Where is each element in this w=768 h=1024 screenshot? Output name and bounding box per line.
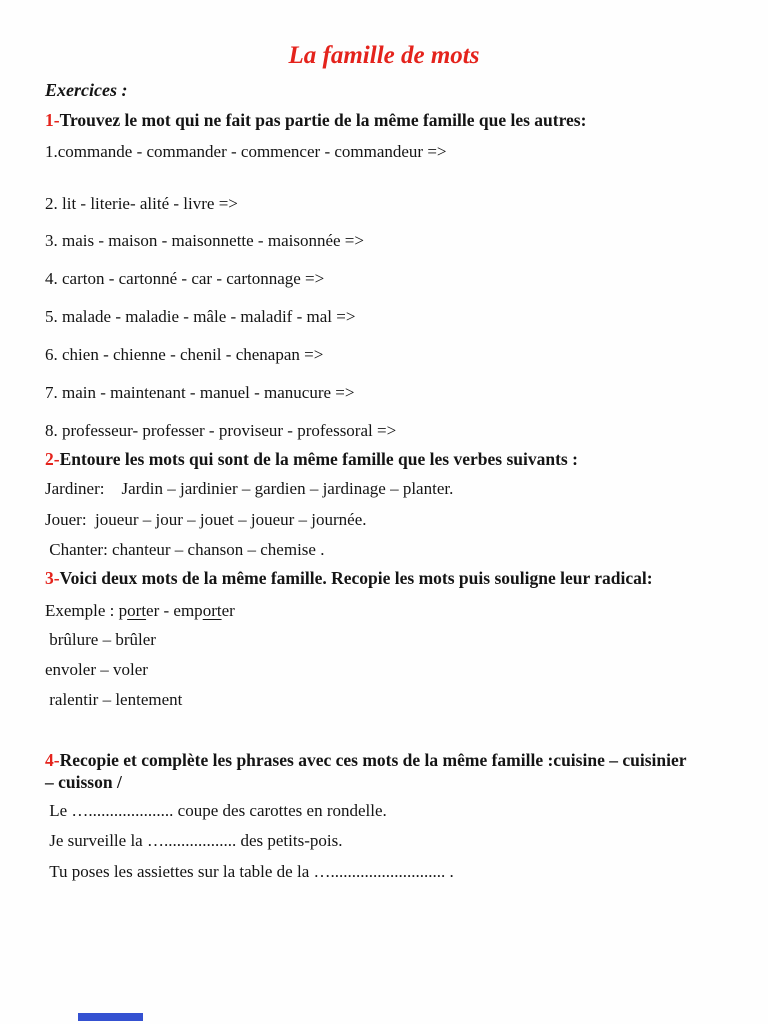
exercise1-heading-text: Trouvez le mot qui ne fait pas partie de la même famille que les autres:	[59, 110, 587, 130]
example-part: er - emp	[146, 601, 203, 620]
exercise1-item-8: 8. professeur- professer - proviseur - professoral =>	[45, 421, 397, 440]
exercise4-heading-text: Recopie et complète les phrases avec ces mots de la même famille :cuisine – cuisinier	[59, 750, 687, 770]
exercise2-heading	[45, 448, 738, 470]
exercise4-heading-line2: – cuisson /	[45, 772, 122, 792]
example-radical: ort	[202, 601, 222, 620]
exercise3-line-envoler: envoler – voler	[45, 660, 148, 679]
exercise3-line-brulure: brûlure – brûler	[45, 630, 156, 649]
exercise3-line-ralentir: ralentir – lentement	[45, 690, 183, 709]
exercise1-item-4: 4. carton - cartonné - car - cartonnage =>	[45, 269, 325, 288]
example-radical: ort	[127, 601, 147, 620]
exercise3-heading	[45, 567, 738, 589]
exercise4-sentence-2: Je surveille la …................. des petits-pois.	[45, 831, 343, 850]
example-part: er	[221, 601, 235, 620]
exercise2-heading-text: Entoure les mots qui sont de la même famille que les verbes suivants :	[59, 449, 578, 469]
exercise3-number: 3-	[45, 568, 60, 588]
exercise1-number: 1-	[45, 110, 60, 130]
exercise1-heading	[45, 109, 738, 131]
exercises-label: Exercices :	[45, 80, 128, 100]
exercise1-item-1: 1.commande - commander - commencer - commandeur =>	[45, 142, 447, 161]
exercise4-heading	[45, 749, 738, 771]
example-part: Exemple : p	[45, 601, 128, 620]
exercise2-line-chanter: Chanter: chanteur – chanson – chemise .	[45, 540, 325, 559]
exercise2-line-jardiner: Jardiner: Jardin – jardinier – gardien – jardinage – planter.	[45, 479, 454, 498]
exercise3-heading-text: Voici deux mots de la même famille. Recopie les mots puis souligne leur radical:	[59, 568, 653, 588]
exercise1-item-7: 7. main - maintenant - manuel - manucure =>	[45, 383, 355, 402]
exercise2-number: 2-	[45, 449, 60, 469]
exercise4-number: 4-	[45, 750, 60, 770]
exercise2-line-jouer: Jouer: joueur – jour – jouet – joueur – journée.	[45, 510, 367, 529]
exercise1-item-6: 6. chien - chienne - chenil - chenapan =>	[45, 345, 324, 364]
page-title: La famille de mots	[288, 42, 480, 69]
page-bottom-indicator-bar	[78, 1013, 143, 1021]
exercise4-sentence-3: Tu poses les assiettes sur la table de la …........................... .	[45, 862, 454, 881]
exercise1-item-3: 3. mais - maison - maisonnette - maisonnée =>	[45, 231, 364, 250]
exercise1-item-5: 5. malade - maladie - mâle - maladif - mal =>	[45, 307, 356, 326]
exercise4-sentence-1: Le ….................... coupe des carottes en rondelle.	[45, 801, 387, 820]
exercise3-example	[45, 600, 738, 622]
exercise1-item-2: 2. lit - literie- alité - livre =>	[45, 194, 238, 213]
